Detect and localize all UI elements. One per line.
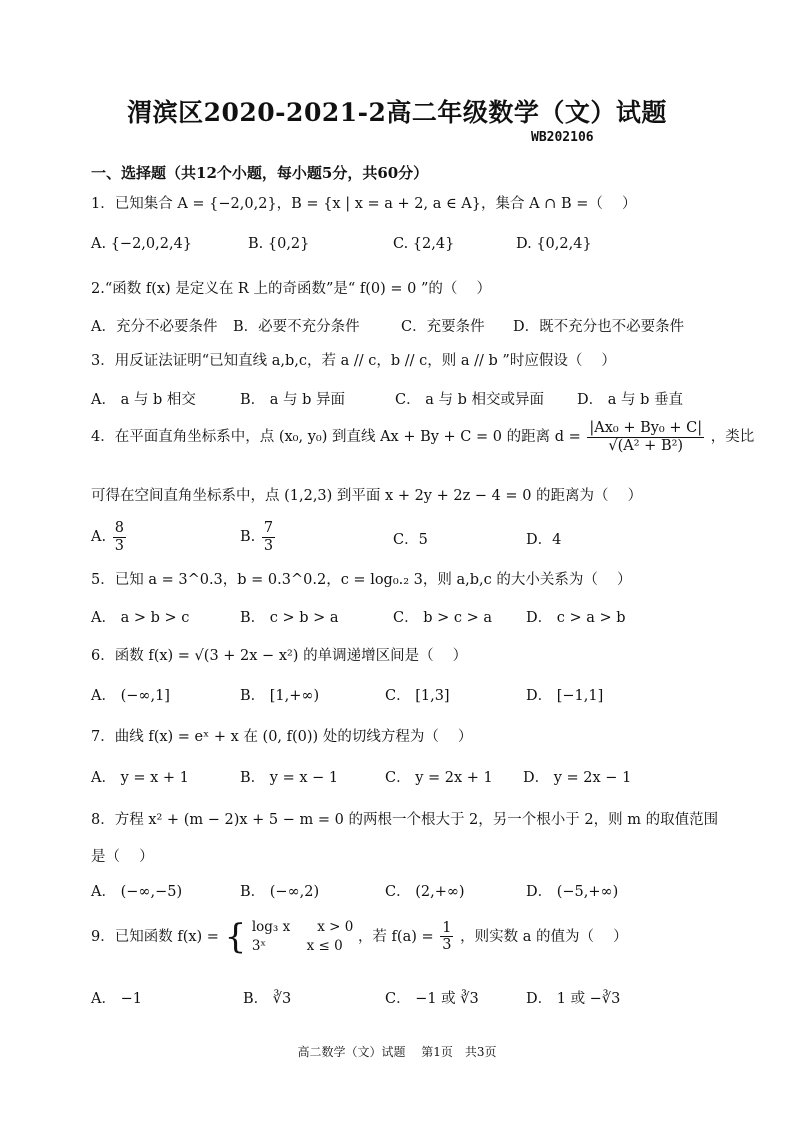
page-footer: 高二数学（文）试题 第1页 共3页 xyxy=(297,1045,497,1059)
question-7-option-c: C． y = 2x + 1 xyxy=(385,770,493,786)
question-9-stem-part-3: ，则实数 a 的值为（ ） xyxy=(460,928,628,945)
question-6-stem: 6．函数 f(x) = √(3 + 2x − x²) 的单调递增区间是（ ） xyxy=(91,648,468,664)
question-1-option-c: C. {2,4} xyxy=(393,236,455,252)
question-9-stem xyxy=(91,918,628,956)
question-4-option-b-denominator: 3 xyxy=(263,537,274,554)
question-6-option-a: A． (−∞,1] xyxy=(91,688,170,704)
question-1-option-a: A. {−2,0,2,4} xyxy=(91,236,193,252)
distance-formula-numerator: |Ax₀ + By₀ + C| xyxy=(589,420,703,436)
question-4-option-c: C．5 xyxy=(393,532,428,548)
question-8-stem-continued: 是（ ） xyxy=(91,849,154,865)
question-3-option-c: C． a 与 b 相交或异面 xyxy=(395,392,544,408)
question-7-option-a: A． y = x + 1 xyxy=(91,770,189,786)
question-4-option-a-label: A. xyxy=(91,529,107,546)
question-4-option-b-label: B. xyxy=(240,529,256,546)
question-2-option-c: C．充要条件 xyxy=(401,319,485,335)
question-9-stem-part-1: 9．已知函数 f(x) = xyxy=(91,928,219,945)
question-4-stem xyxy=(91,420,754,454)
question-2-option-d: D．既不充分也不必要条件 xyxy=(513,319,685,335)
question-4-option-b-fraction xyxy=(262,520,275,554)
section-heading: 一、选择题（共12个小题，每小题5分，共60分） xyxy=(91,164,429,182)
question-4-stem-continued: 可得在空间直角坐标系中，点 (1,2,3) 到平面 x + 2y + 2z − 4 = 0 的距离为（ ） xyxy=(91,488,643,504)
question-4-option-a-numerator: 8 xyxy=(114,520,124,536)
question-8-option-c: C． (2,+∞) xyxy=(385,884,465,900)
question-6-option-b: B． [1,+∞) xyxy=(240,688,320,704)
distance-formula-denominator: √(A² + B²) xyxy=(608,437,684,454)
question-5-stem: 5．已知 a = 3^0.3，b = 0.3^0.2，c = log₀.₂ 3，则 a,b,c 的大小关系为（ ） xyxy=(91,572,632,588)
question-8-option-b: B． (−∞,2) xyxy=(240,884,320,900)
piecewise-case-2: 3ˣ x ≤ 0 xyxy=(251,937,343,954)
exam-title: 渭滨区2020-2021-2高二年级数学（文）试题 xyxy=(127,98,667,127)
piecewise-case-1: log₃ x x > 0 xyxy=(251,919,354,935)
question-5-option-b: B． c > b > a xyxy=(240,610,339,626)
distance-formula-fraction xyxy=(587,420,704,454)
question-4-stem-part-2: ，类比 xyxy=(710,429,755,446)
question-5-option-a: A． a > b > c xyxy=(91,610,190,626)
question-3-option-d: D． a 与 b 垂直 xyxy=(577,392,683,408)
question-4-option-a xyxy=(91,520,128,554)
question-4-stem-part-1: 4．在平面直角坐标系中，点 (x₀, y₀) 到直线 Ax + By + C = 0 的距离 d = xyxy=(91,429,581,446)
question-9-option-a: A． −1 xyxy=(91,991,142,1007)
piecewise-brace: { xyxy=(224,916,247,957)
question-8-stem: 8．方程 x² + (m − 2)x + 5 − m = 0 的两根一个根大于 2，另一个根小于 2，则 m 的取值范围 xyxy=(91,812,719,828)
exam-code: WB202106 xyxy=(531,130,594,145)
question-3-option-b: B． a 与 b 异面 xyxy=(240,392,346,408)
question-9-stem-part-2: ，若 f(a) = xyxy=(357,928,434,945)
question-2-option-a: A．充分不必要条件 xyxy=(91,319,218,335)
question-4-option-a-denominator: 3 xyxy=(114,537,124,554)
question-7-option-d: D． y = 2x − 1 xyxy=(523,770,632,786)
question-6-option-d: D． [−1,1] xyxy=(526,688,604,704)
question-4-option-b xyxy=(240,520,277,554)
question-9-option-c: C． −1 或 ∛3 xyxy=(385,991,479,1007)
question-2-option-b: B．必要不充分条件 xyxy=(233,319,360,335)
question-3-option-a: A． a 与 b 相交 xyxy=(91,392,196,408)
question-6-option-c: C． [1,3] xyxy=(385,688,450,704)
question-9-option-d: D． 1 或 −∛3 xyxy=(526,991,621,1007)
question-7-stem: 7．曲线 f(x) = eˣ + x 在 (0, f(0)) 处的切线方程为（ ） xyxy=(91,729,473,745)
question-3-stem: 3．用反证法证明“已知直线 a,b,c，若 a // c，b // c，则 a // b ”时应假设（ ） xyxy=(91,353,616,369)
piecewise-cases xyxy=(252,918,354,956)
question-5-option-d: D． c > a > b xyxy=(526,610,626,626)
question-9-fraction-numerator: 1 xyxy=(442,919,452,936)
question-4-option-d: D．4 xyxy=(526,532,562,548)
question-9-fraction-denominator: 3 xyxy=(442,937,452,954)
question-7-option-b: B． y = x − 1 xyxy=(240,770,339,786)
question-2-stem: 2.“函数 f(x) 是定义在 R 上的奇函数”是“ f(0) = 0 ”的（ ） xyxy=(91,281,492,297)
question-9-fraction xyxy=(440,920,453,954)
question-1-option-d: D. {0,2,4} xyxy=(516,236,592,252)
question-9-option-b: B． ∛3 xyxy=(243,991,292,1007)
question-8-option-a: A． (−∞,−5) xyxy=(91,884,183,900)
question-8-option-d: D． (−5,+∞) xyxy=(526,884,619,900)
question-1-stem: 1．已知集合 A = {−2,0,2}，B = {x | x = a + 2, a ∈ A}，集合 A ∩ B =（ ） xyxy=(91,196,637,212)
question-1-option-b: B. {0,2} xyxy=(248,236,310,252)
question-5-option-c: C． b > c > a xyxy=(393,610,492,626)
question-4-option-a-fraction xyxy=(113,520,126,554)
question-4-option-b-numerator: 7 xyxy=(263,520,274,536)
